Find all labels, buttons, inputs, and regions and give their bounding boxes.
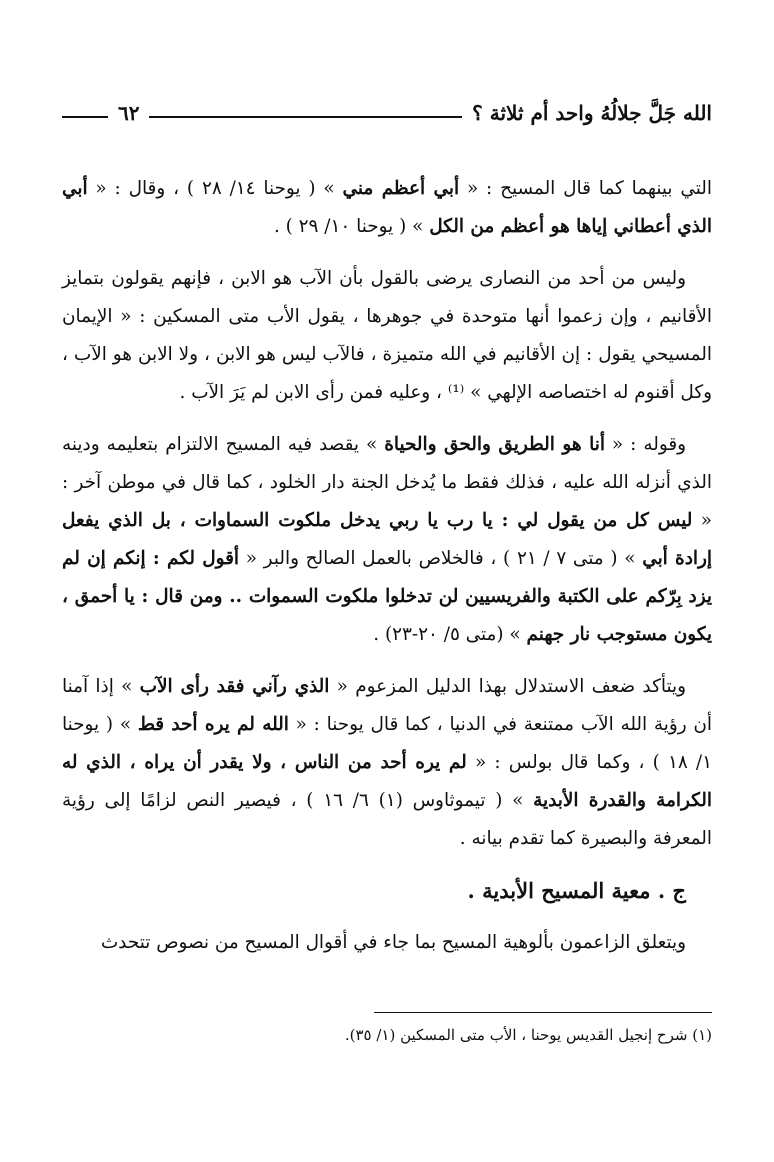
text-run: وقوله : « — [604, 434, 686, 455]
running-header — [62, 96, 712, 130]
footnote-rule — [374, 1012, 712, 1013]
paragraph — [62, 668, 712, 858]
text-run: وليس من أحد من النصارى يرضى بالقول بأن الآب هو الابن ، فإنهم يقولون بتمايز الأقانيم ، وإن زعموا أنها متوحدة في جوهرها ، يقول الأب متى المسكين : « — [62, 268, 712, 327]
page-number-rule — [62, 116, 108, 118]
text-run: » ( يوحنا ١٠/ ٢٩ ) . — [273, 216, 430, 237]
running-title: الله جَلَّ جلالُهُ واحد أم ثلاثة ؟ — [472, 101, 712, 125]
page-number: ٦٢ — [118, 101, 140, 125]
main-text — [62, 170, 712, 976]
text-run: ويتأكد ضعف الاستدلال بهذا الدليل المزعوم « — [329, 676, 686, 697]
paragraph: ويتعلق الزاعمون بألوهية المسيح بما جاء في أقوال المسيح من نصوص تتحدث — [100, 932, 686, 953]
text-run: » ( تيموثاوس (١) ٦/ ١٦ ) ، فيصير النص لزامًا إلى رؤية المعرفة والبصيرة كما تقدم بيانه . — [62, 790, 712, 849]
text-run: » ( متى ٧ / ٢١ ) ، فالخلاص بالعمل الصالح والبر « — [239, 548, 643, 569]
text-run: » ( يوحنا ١/ ١٨ ) ، وكما قال بولس : « — [62, 714, 713, 773]
section-heading: ج . معية المسيح الأبدية . — [467, 878, 686, 903]
page-number-group — [62, 101, 139, 125]
quoted-text: أبي الذي أعطاني إياها هو أعظم من الكل — [62, 178, 712, 237]
quoted-text: أبي أعظم مني — [342, 178, 460, 199]
text-run: الإيمان المسيحي يقول : إن الأقانيم في الله متميزة ، فالآب ليس هو الابن ، ولا الابن هو الآب ، وكل أقنوم له اختصاصه الإلهي — [62, 306, 712, 403]
quoted-text: أنا هو الطريق والحق والحياة — [384, 434, 605, 455]
quoted-text: الله لم يره أحد قط — [137, 714, 289, 735]
quoted-text: أقول لكم : إنكم إن لم يزد بِرّكم على الكتبة والفريسيين لن تدخلوا ملكوت السموات .. ومن قال : يا أحمق ، يكون مستوجب نار جهنم — [62, 548, 712, 645]
text-run: » ⁽¹⁾ ، وعليه فمن رأى الابن لم يَرَ الآب . — [179, 382, 488, 403]
paragraph — [62, 170, 712, 246]
paragraph — [62, 260, 712, 412]
paragraph — [62, 426, 712, 654]
text-run: التي بينهما كما قال المسيح : « — [459, 178, 712, 199]
quoted-text: ليس كل من يقول لي : يا رب يا ربي يدخل ملكوت السماوات ، بل الذي يفعل إرادة أبي — [62, 510, 712, 569]
text-run: » إذا آمنا أن رؤية الله الآب ممتنعة في الدنيا ، كما قال يوحنا : « — [62, 676, 712, 735]
quoted-text: لم يره أحد من الناس ، ولا يقدر أن يراه ، الذي له الكرامة والقدرة الأبدية — [62, 752, 713, 811]
quoted-text: الذي رآني فقد رأى الآب — [139, 676, 330, 697]
text-run: » يقصد فيه المسيح الالتزام بتعليمه ودينه الذي أنزله الله عليه ، فذلك فقط ما يُدخل الجنة دار الخلود ، كما قال في موطن آخر : « — [62, 434, 712, 531]
header-rule — [149, 116, 462, 118]
text-run: » (متى ٥/ ٢٠-٢٣) . — [373, 624, 527, 645]
text-run: » ( يوحنا ١٤/ ٢٨ ) ، وقال : « — [87, 178, 343, 199]
footnote: (١) شرح إنجيل القديس يوحنا ، الأب متى المسكين (١/ ٣٥). — [344, 1026, 712, 1044]
